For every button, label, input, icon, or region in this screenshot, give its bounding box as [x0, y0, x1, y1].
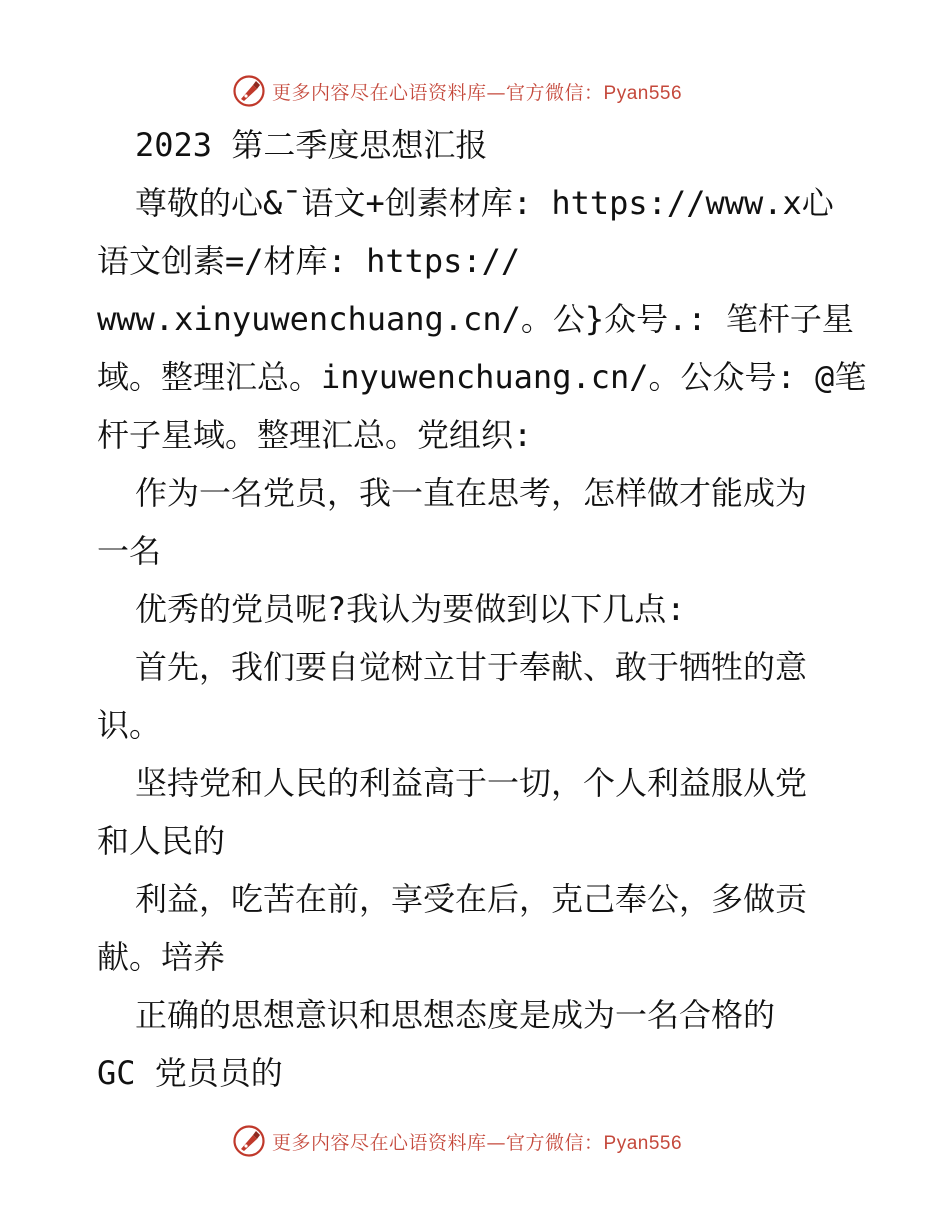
banner-text: 更多内容尽在心语资料库—官方微信：Pyan556 [272, 81, 683, 104]
doc-paragraph-line: 首先，我们要自觉树立甘于奉献、敢于牺牲的意 [135, 648, 808, 686]
doc-paragraph-line: 域。整理汇总。inyuwenchuang.cn/。公众号: @笔 [97, 358, 867, 396]
doc-paragraph-line: 杆子星域。整理汇总。党组织: [97, 416, 533, 454]
doc-paragraph-line: 识。 [97, 706, 162, 744]
document-body [97, 116, 867, 1102]
doc-paragraph-line: 尊敬的心&¯语文+创素材库: https://www.x心 [135, 184, 834, 222]
footer-watermark-banner [232, 1123, 752, 1159]
doc-paragraph-line: 正确的思想意识和思想态度是成为一名合格的 [135, 996, 776, 1034]
doc-paragraph-line: 语文创素=/材库: https:// [97, 242, 521, 280]
doc-paragraph-line: www.xinyuwenchuang.cn/。公}众号.: 笔杆子星 [97, 300, 854, 338]
wechat-id: Pyan556 [603, 82, 683, 104]
wechat-id: Pyan556 [603, 1132, 683, 1154]
doc-paragraph-line: GC 党员员的 [97, 1054, 283, 1092]
doc-paragraph-line: 坚持党和人民的利益高于一切，个人利益服从党 [135, 764, 808, 802]
doc-paragraph-line: 作为一名党员，我一直在思考，怎样做才能成为 [135, 474, 808, 512]
doc-paragraph-line: 献。培养 [97, 938, 226, 976]
doc-title: 2023 第二季度思想汇报 [135, 126, 488, 164]
pen-nib-logo-icon [232, 74, 266, 108]
doc-paragraph-line: 和人民的 [97, 822, 226, 860]
doc-paragraph-line: 优秀的党员呢?我认为要做到以下几点: [135, 590, 686, 628]
banner-text: 更多内容尽在心语资料库—官方微信：Pyan556 [272, 1131, 683, 1154]
header-watermark-banner [232, 73, 752, 109]
pen-nib-logo-icon [232, 1124, 266, 1158]
doc-paragraph-line: 利益，吃苦在前，享受在后，克己奉公，多做贡 [135, 880, 808, 918]
doc-paragraph-line: 一名 [97, 532, 162, 570]
